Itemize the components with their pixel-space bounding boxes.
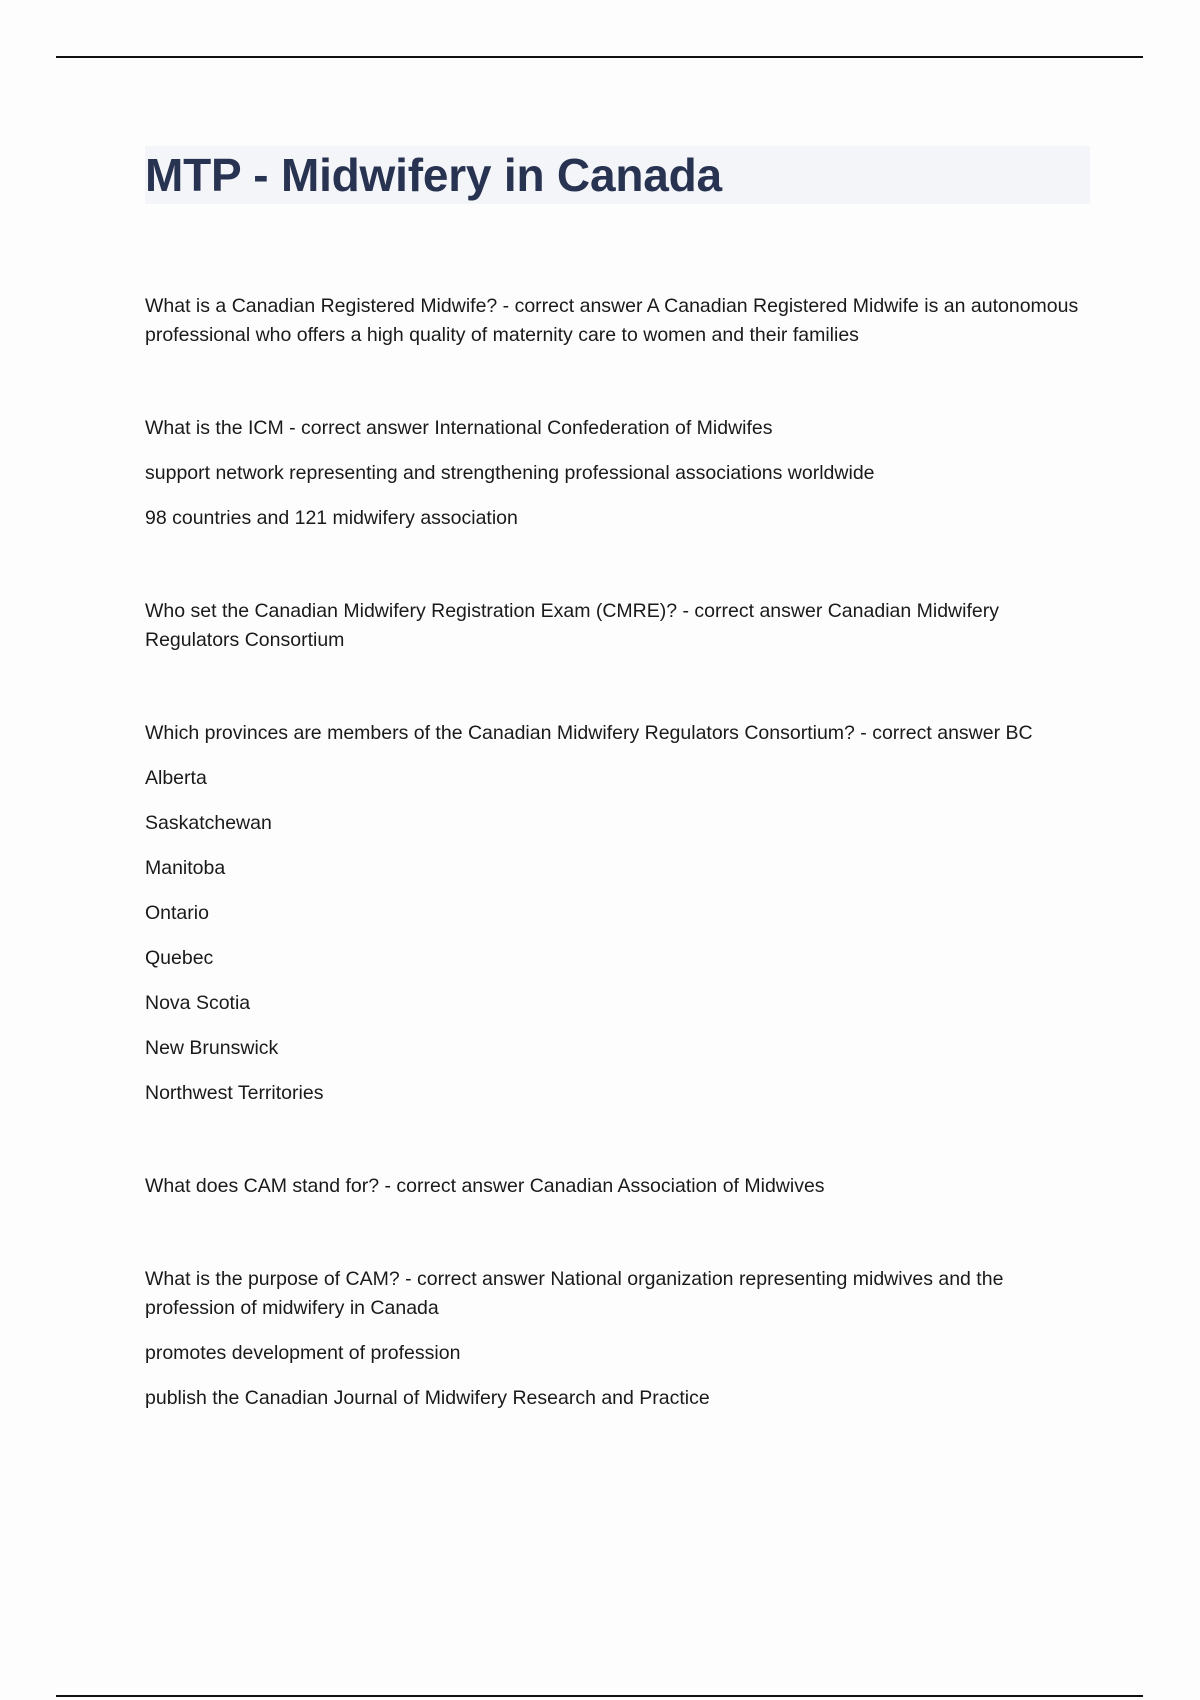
province-item: Saskatchewan	[145, 812, 272, 834]
entry-text: Which provinces are members of the Canadian Midwifery Regulators Consortium? - correct answer BC	[145, 722, 1033, 744]
province-item: Manitoba	[145, 857, 226, 879]
top-rule	[56, 56, 1143, 58]
province-item: New Brunswick	[145, 1037, 279, 1059]
qa-entry-registered-midwife	[145, 292, 1090, 350]
entry-text: What is a Canadian Registered Midwife? - correct answer A Canadian Registered Midwife is an autonomous professional who offers a high quality of maternity care to women and their families	[145, 295, 1079, 346]
province-item: Nova Scotia	[145, 992, 251, 1014]
province-item: Northwest Territories	[145, 1082, 324, 1104]
entry-text: publish the Canadian Journal of Midwifery Research and Practice	[145, 1387, 710, 1409]
document-body	[145, 146, 1090, 1477]
entry-text: What is the ICM - correct answer International Confederation of Midwifes	[145, 417, 773, 439]
province-item: Ontario	[145, 902, 209, 924]
entry-text: promotes development of profession	[145, 1342, 461, 1364]
entry-text: Who set the Canadian Midwifery Registration Exam (CMRE)? - correct answer Canadian Midwifery Regulators Consortium	[145, 600, 999, 651]
qa-entry-cmre	[145, 597, 1090, 655]
province-item: Alberta	[145, 767, 207, 789]
qa-entry-cam-purpose	[145, 1265, 1090, 1413]
title-band	[145, 146, 1090, 204]
qa-entry-cam-acronym	[145, 1172, 1090, 1201]
entry-text: What does CAM stand for? - correct answer Canadian Association of Midwives	[145, 1175, 825, 1197]
qa-entry-icm	[145, 414, 1090, 533]
entry-text: What is the purpose of CAM? - correct answer National organization representing midwives and the profession of midwifery in Canada	[145, 1268, 1004, 1319]
entry-text: 98 countries and 121 midwifery association	[145, 507, 518, 529]
qa-entry-provinces	[145, 719, 1090, 1108]
document-title: MTP - Midwifery in Canada	[145, 149, 722, 201]
entry-text: support network representing and strengthening professional associations worldwide	[145, 462, 875, 484]
province-item: Quebec	[145, 947, 214, 969]
bottom-rule	[56, 1695, 1143, 1697]
